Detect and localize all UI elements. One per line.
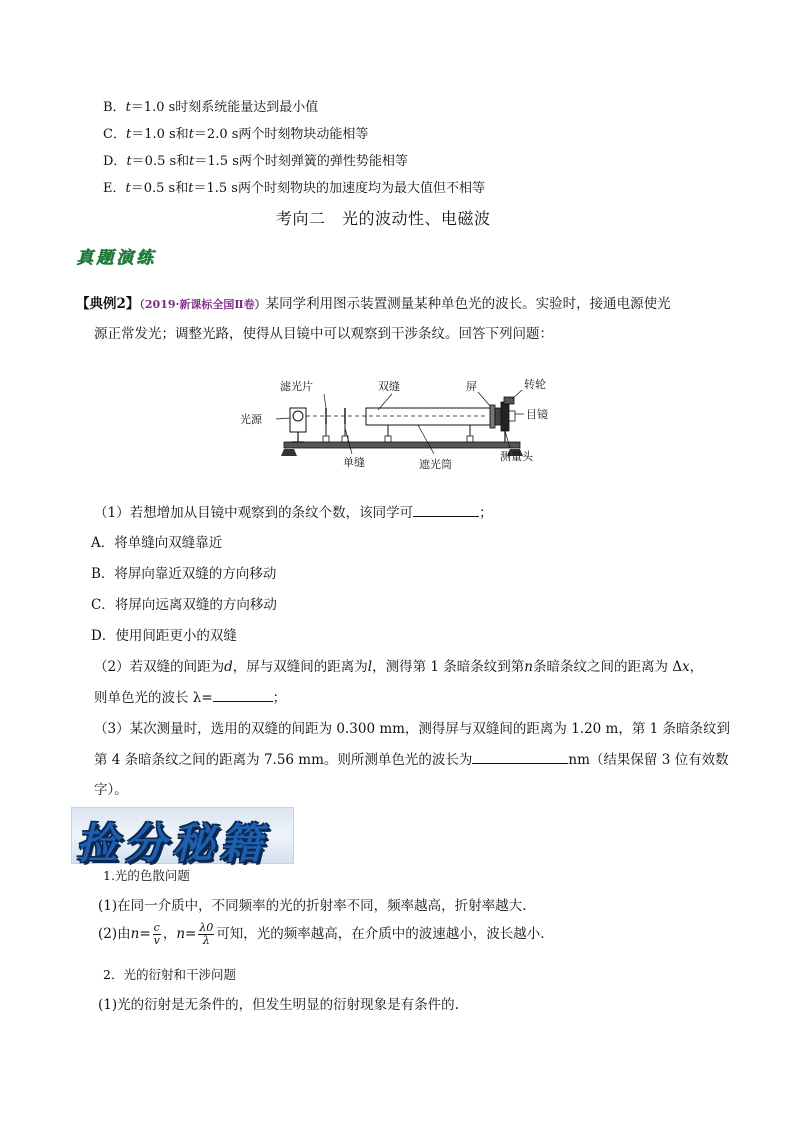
label-single-slit: 单缝: [343, 456, 365, 469]
option-c: C．t＝1.0 s和t＝2.0 s两个时刻物块动能相等: [103, 127, 369, 142]
tips-banner: [71, 807, 294, 868]
label-filter: 滤光片: [280, 380, 313, 393]
tips-para-1: (1)在同一介质中，不同频率的光的折射率不同，频率越高，折射率越大.: [98, 898, 527, 914]
example-tag: 【典例2】: [76, 296, 140, 312]
example-source: （2019·新课标全国Ⅱ卷）: [139, 298, 266, 311]
example-line-1: 【典例2】（2019·新课标全国Ⅱ卷）某同学利用图示装置测量某种单色光的波长。实验时，接通电源使光: [76, 296, 671, 312]
q3-blank: [472, 751, 568, 764]
tips-banner-text: 捡分秘籍: [76, 819, 269, 868]
fraction-c-v: $\frac{c}{v}$: [153, 921, 160, 947]
label-eyepiece: 目镜: [526, 408, 548, 421]
apparatus-diagram: [238, 372, 568, 478]
option-e: E．t＝0.5 s和t＝1.5 s两个时刻物块的加速度均为最大值但不相等: [103, 181, 485, 196]
q1-option-d: D．使用间距更小的双缝: [91, 628, 237, 644]
practice-header: 真题演练: [76, 248, 156, 268]
section-title: 考向二 光的波动性、电磁波: [276, 209, 491, 228]
tips-heading-1: 1.光的色散问题: [103, 868, 190, 883]
q3-line-3: 字）。: [94, 782, 128, 798]
q1-stem: （1）若想增加从目镜中观察到的条纹个数，该同学可 ；: [94, 505, 493, 521]
q2-line-1: （2）若双缝的间距为d，屏与双缝间的距离为l，测得第 1 条暗条纹到第n条暗条纹之间的距离为 Δx，: [94, 659, 704, 675]
label-tube: 遮光筒: [419, 458, 452, 471]
label-screen: 屏: [466, 380, 477, 393]
q3-line-1: （3）某次测量时，选用的双缝的间距为 0.300 mm，测得屏与双缝间的距离为 1.20 m，第 1 条暗条纹到: [94, 721, 731, 737]
fraction-lambda: $\frac{\lambda 0}{\lambda}$: [199, 921, 214, 947]
q2-blank: [213, 689, 273, 702]
label-double-slit: 双缝: [378, 380, 400, 393]
q3-line-2: 第 4 条暗条纹之间的距离为 7.56 mm。则所测单色光的波长为 nm（结果保留 3 位有效数: [94, 752, 729, 768]
q2-line-2: 则单色光的波长 λ= ；: [94, 690, 287, 706]
tips-para-3: (1)光的衍射是无条件的，但发生明显的衍射现象是有条件的.: [98, 997, 459, 1013]
tips-para-2: (2)由n= $\frac{c}{v}$ ，n= $\frac{\lambda 0}{\lambda}$ 可知，光的频率越高，在介质中的波速越小，波长越小.: [98, 921, 545, 947]
q1-option-c: C．将屏向远离双缝的方向移动: [91, 597, 277, 613]
label-source: 光源: [240, 413, 262, 426]
q1-option-b: B．将屏向靠近双缝的方向移动: [91, 566, 277, 582]
label-wheel: 转轮: [524, 378, 546, 391]
q1-option-a: A．将单缝向双缝靠近: [91, 535, 223, 551]
q1-blank: [413, 504, 479, 517]
tips-heading-2: 2．光的衍射和干涉问题: [103, 967, 236, 982]
label-head: 测量头: [500, 450, 533, 463]
example-line-2: 源正常发光；调整光路，使得从目镜中可以观察到干涉条纹。回答下列问题：: [94, 326, 553, 342]
option-d: D．t＝0.5 s和t＝1.5 s两个时刻弹簧的弹性势能相等: [103, 154, 408, 169]
option-b: B．t＝1.0 s时刻系统能量达到最小值: [103, 100, 319, 115]
